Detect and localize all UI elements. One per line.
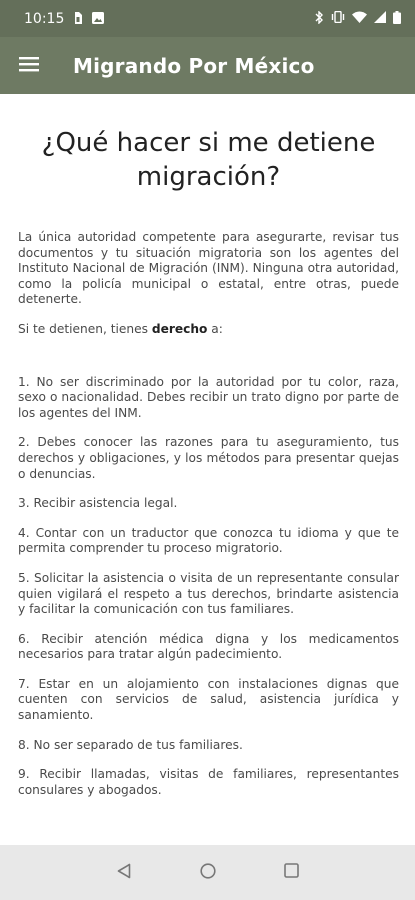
image-icon (92, 9, 104, 28)
menu-button[interactable] (0, 37, 58, 94)
app-bar (0, 37, 415, 94)
right-item: 8. No ser separado de tus familiares. (18, 737, 243, 752)
right-item: 9. Recibir llamadas, visitas de familiares, representantes consulares y abogados. (18, 767, 399, 797)
sim-card-icon (74, 9, 82, 28)
rights-lead-bold: derecho (151, 321, 208, 336)
wifi-icon (352, 11, 367, 26)
bluetooth-icon (315, 11, 324, 27)
page-title: ¿Qué hacer si me detiene migración? (41, 128, 376, 192)
home-button[interactable] (166, 853, 250, 893)
status-left-icons (74, 9, 104, 28)
right-item: 5. Solicitar la asistencia o visita de un representante consular quien vigilará el respeto a tus derechos, brindarte asistencia y facilitar la comunicación con tus familiares. (18, 570, 399, 617)
vibrate-icon (331, 11, 345, 26)
battery-icon (393, 11, 401, 27)
right-item: 7. Estar en un alojamiento con instalaciones dignas que cuenten con servicios de salud, asistencia jurídica y sanamiento. (18, 676, 399, 723)
status-bar (0, 0, 415, 37)
content-scroll-area[interactable] (0, 94, 415, 845)
back-icon (117, 863, 131, 883)
right-item: 1. No ser discriminado por la autoridad por tu color, raza, sexo o nacionalidad. Debes recibir un trato digno por parte de los agentes del INM. (18, 374, 399, 420)
signal-icon (374, 11, 386, 26)
system-nav-bar (0, 845, 415, 900)
status-right-icons (315, 11, 401, 27)
recents-icon (284, 863, 299, 882)
back-button[interactable] (82, 853, 166, 893)
status-time: 10:15 (24, 10, 65, 27)
recents-button[interactable] (250, 853, 334, 893)
home-icon (200, 863, 216, 883)
right-item: 3. Recibir asistencia legal. (18, 496, 178, 511)
right-item: 2. Debes conocer las razones para tu aseguramiento, tus derechos y obligaciones, y los métodos para presentar quejas o denuncias. (18, 435, 399, 481)
right-item: 4. Contar con un traductor que conozca tu idioma y que te permita comprender tu proceso migratorio. (18, 525, 399, 556)
intro-paragraph: La única autoridad competente para asegurarte, revisar tus documentos y tu situación migratoria son los agentes del Instituto Nacional de Migración (INM). Ninguna otra autoridad, como la policía municipal o estatal, entre otras, puede detenerte. (18, 230, 399, 307)
app-title: Migrando Por México (73, 53, 315, 78)
rights-lead-suffix: a: (207, 321, 223, 336)
right-item: 6. Recibir atención médica digna y los medicamentos necesarios para tratar algún padecimiento. (18, 631, 399, 662)
rights-lead (18, 322, 399, 338)
hamburger-menu-icon (19, 56, 39, 76)
rights-lead-prefix: Si te detienen, tienes (18, 321, 152, 336)
